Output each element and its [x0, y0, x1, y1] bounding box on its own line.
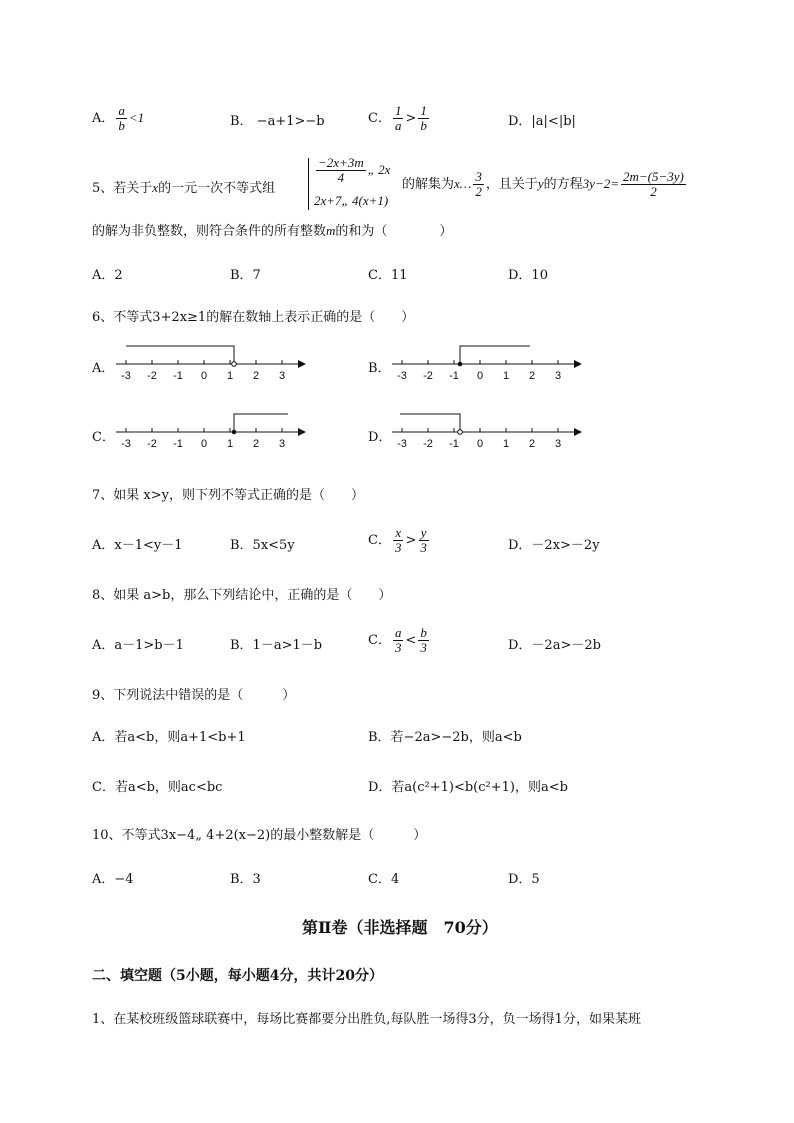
numberline-tick-label: -2 — [423, 438, 433, 450]
q9-option-a: A．若a<b，则a+1<b+1 — [92, 730, 246, 745]
q5-option-c: C．11 — [368, 268, 408, 283]
q6-question: 6、不等式3+2x≥1的解在数轴上表示正确的是（ ） — [92, 310, 415, 325]
q5-text-mid: 的解集为x… $\frac{3}{2}$ ，且关于y的方程3y−2= $\frac{2m-(5-3y)}{2}$ — [402, 169, 684, 199]
numberline-tick-label: -3 — [397, 438, 407, 450]
q7-option-b: B．5x<5y — [230, 538, 295, 553]
numberline-tick-label: -1 — [449, 438, 459, 450]
numberline-tick-label: 1 — [502, 370, 510, 382]
q6-option-d-label: D． — [368, 430, 392, 445]
q5-system-brace — [308, 158, 309, 210]
fill-in-heading: 二、填空题（5小题，每小题4分，共计20分） — [92, 968, 383, 984]
q8-option-c: C． $\frac{a}{3}$ < $\frac{b}{3}$ — [368, 625, 427, 655]
numberline-tick-label: 2 — [252, 438, 260, 450]
q8-option-d: D．－2a>－2b — [508, 638, 601, 653]
numberline-tick-label: 3 — [278, 370, 286, 382]
numberline-tick-label: -3 — [397, 370, 407, 382]
q6-numberline-b — [388, 340, 588, 385]
q8-option-a: A．a－1>b－1 — [92, 638, 184, 653]
numberline-tick-label: -2 — [147, 438, 157, 450]
q6-numberline-d — [388, 408, 588, 453]
q8-option-b: B．1－a>1－b — [230, 638, 323, 653]
q6-numberline-d-ticks — [397, 428, 561, 450]
numberline-tick-label: 3 — [554, 438, 562, 450]
numberline-tick-label: 0 — [200, 370, 208, 382]
q6-numberline-c-ticks — [121, 428, 285, 450]
q5-system-line1: $\frac{-2x+3m}{4}$ „ 2x — [318, 155, 391, 185]
numberline-tick-label: -1 — [173, 370, 183, 382]
q6-numberline-b-ticks — [397, 360, 561, 382]
q6-option-a-label: A． — [92, 361, 115, 376]
numberline-tick-label: 1 — [226, 370, 234, 382]
q7-question: 7、如果 x>y，则下列不等式正确的是（ ） — [92, 488, 364, 503]
q7-option-d: D．－2x>－2y — [508, 538, 600, 553]
q6-numberline-a — [112, 340, 312, 385]
q4-option-d: D．|a|<|b| — [508, 114, 576, 129]
numberline-tick-label: 3 — [278, 438, 286, 450]
numberline-tick-label: 1 — [226, 438, 234, 450]
numberline-tick-label: -2 — [147, 370, 157, 382]
q7-option-c: C． $\frac{x}{3}$ > $\frac{y}{3}$ — [368, 525, 427, 555]
numberline-tick-label: -1 — [449, 370, 459, 382]
section-title: 第Ⅱ卷（非选择题 70分） — [302, 918, 498, 937]
q5-option-b: B．7 — [230, 268, 261, 283]
q10-option-d: D．5 — [508, 872, 540, 887]
q6-numberline-c — [112, 408, 312, 453]
numberline-tick-label: 1 — [502, 438, 510, 450]
q6-numberline-a-ticks — [121, 360, 285, 382]
q10-option-c: C．4 — [368, 872, 400, 887]
q5-system-line2: 2x+7„ 4(x+1) — [314, 193, 389, 208]
fill-in-question-1: 1、在某校班级篮球联赛中，每场比赛都要分出胜负,每队胜一场得3分，负一场得1分，如果某班 — [92, 1012, 641, 1027]
q7-option-a: A．x－1<y－1 — [92, 538, 183, 553]
numberline-tick-label: 2 — [528, 438, 536, 450]
q5-option-d: D．10 — [508, 268, 548, 283]
numberline-tick-label: 2 — [252, 370, 260, 382]
q10-question: 10、不等式3x−4„ 4+2(x−2)的最小整数解是（ ） — [92, 828, 427, 843]
q5-text-line2: 的解为非负整数，则符合条件的所有整数m的和为（ ） — [92, 223, 453, 239]
numberline-tick-label: 0 — [200, 438, 208, 450]
numberline-tick-label: -3 — [121, 438, 131, 450]
q9-question: 9、下列说法中错误的是（ ） — [92, 688, 296, 703]
q8-question: 8、如果 a>b，那么下列结论中，正确的是（ ） — [92, 588, 392, 603]
q4-option-b: B． −a+1>−b — [230, 114, 325, 129]
numberline-tick-label: -2 — [423, 370, 433, 382]
q6-option-b-label: B． — [368, 361, 391, 376]
q6-option-c-label: C． — [92, 430, 115, 445]
numberline-tick-label: -1 — [173, 438, 183, 450]
q5-text-start: 5、若关于x的一元一次不等式组 — [92, 180, 276, 196]
numberline-tick-label: -3 — [121, 370, 131, 382]
q4-option-a: A． $\frac{a}{b}$ <1 — [92, 103, 145, 133]
q9-option-b: B．若−2a>−2b，则a<b — [368, 730, 522, 745]
q4-option-c: C． $\frac{1}{a}$ > $\frac{1}{b}$ — [368, 103, 427, 133]
numberline-tick-label: 3 — [554, 370, 562, 382]
q5-option-a: A．2 — [92, 268, 123, 283]
q10-option-a: A．−4 — [92, 872, 134, 887]
numberline-tick-label: 2 — [528, 370, 536, 382]
numberline-tick-label: 0 — [476, 438, 484, 450]
numberline-tick-label: 0 — [476, 370, 484, 382]
q9-option-c: C．若a<b，则ac<bc — [92, 780, 223, 795]
q9-option-d: D．若a(c²+1)<b(c²+1)，则a<b — [368, 780, 568, 795]
q10-option-b: B．3 — [230, 872, 261, 887]
